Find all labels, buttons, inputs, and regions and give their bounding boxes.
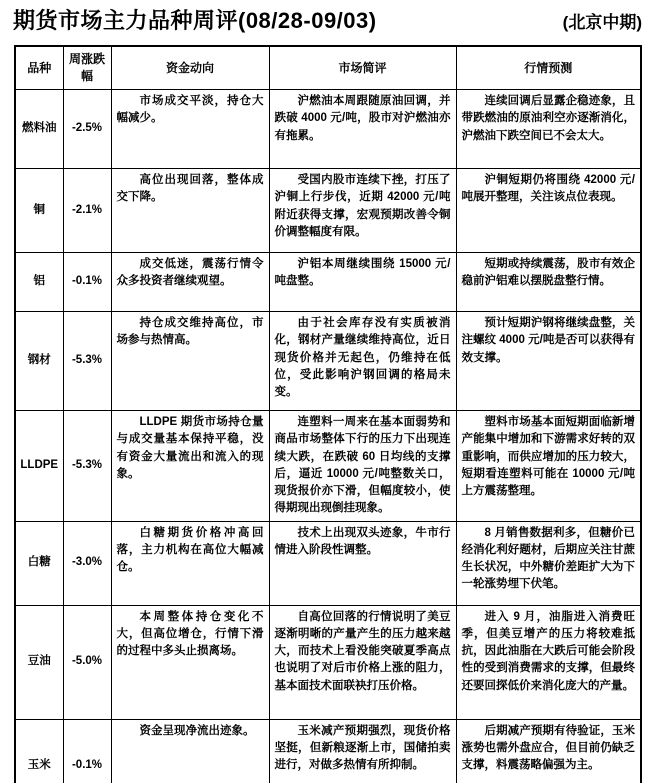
weekly-review-table: [14, 45, 642, 783]
capital-flow-cell: 资金呈现净流出迹象。: [111, 719, 269, 783]
col-header-variety: 品种: [15, 46, 63, 90]
weekly-change-cell: -3.0%: [63, 521, 111, 605]
weekly-change-cell: -5.3%: [63, 411, 111, 522]
market-brief-cell: 自高位回落的行情说明了美豆逐渐明晰的产量产生的压力越来越大，而技术上看没能突破夏季高点也说明了对后市价格上涨的阻力，基本面技术面联袂打压价格。: [269, 605, 456, 719]
header-row: [15, 46, 641, 90]
capital-flow-cell: 成交低迷，震荡行情令众多投资者继续观望。: [111, 253, 269, 312]
forecast-cell: 后期减产预期有待验证，玉米涨势也需外盘应合，但目前仍缺乏支撑，料震荡略偏强为主。: [456, 719, 641, 783]
document-header: [0, 0, 650, 35]
table-header: [15, 46, 641, 90]
weekly-change-cell: -2.1%: [63, 169, 111, 253]
weekly-change-cell: -5.3%: [63, 312, 111, 411]
market-brief-cell: 沪铝本周继续围绕 15000 元/吨盘整。: [269, 253, 456, 312]
col-header-forecast: 行情预测: [456, 46, 641, 90]
capital-flow-cell: 市场成交平淡，持仓大幅减少。: [111, 90, 269, 169]
table-row: [15, 312, 641, 411]
capital-flow-cell: LLDPE 期货市场持仓量与成交量基本保持平稳，没有资金大量流出和流入的现象。: [111, 411, 269, 522]
variety-cell: 白糖: [15, 521, 63, 605]
table-row: [15, 521, 641, 605]
table-row: [15, 90, 641, 169]
variety-cell: 钢材: [15, 312, 63, 411]
table-row: [15, 605, 641, 719]
capital-flow-cell: 本周整体持仓变化不大，但高位增仓，行情下滑的过程中多头止损离场。: [111, 605, 269, 719]
page-title: 期货市场主力品种周评(08/28-09/03): [13, 8, 377, 33]
forecast-cell: 8 月销售数据利多，但糖价已经消化利好题材，后期应关注甘蔗生长状况，中外糖价差距扩大为下一轮涨势埋下伏笔。: [456, 521, 641, 605]
source-label: (北京中期): [562, 13, 642, 32]
forecast-cell: 塑料市场基本面短期面临新增产能集中增加和下游需求好转的双重影响，而供应增加的压力较大，短期看连塑料可能在 10000 元/吨上方震荡整理。: [456, 411, 641, 522]
weekly-change-cell: -5.0%: [63, 605, 111, 719]
capital-flow-cell: 高位出现回落，整体成交下降。: [111, 169, 269, 253]
table-row: [15, 169, 641, 253]
forecast-cell: 沪铜短期仍将围绕 42000 元/吨展开整理，关注该点位表现。: [456, 169, 641, 253]
weekly-change-cell: -0.1%: [63, 253, 111, 312]
variety-cell: 燃料油: [15, 90, 63, 169]
col-header-market-brief: 市场简评: [269, 46, 456, 90]
forecast-cell: 短期或持续震荡，股市有效企稳前沪铝难以摆脱盘整行情。: [456, 253, 641, 312]
market-brief-cell: 由于社会库存没有实质被消化，钢材产量继续维持高位，近日现货价格并无起色，仍维持在低位，受此影响沪钢回调的格局未变。: [269, 312, 456, 411]
capital-flow-cell: 持仓成交维持高位，市场参与热情高。: [111, 312, 269, 411]
market-brief-cell: 受国内股市连续下挫，打压了沪铜上行步伐，近期 42000 元/吨附近获得支撑，宏观预期改善令铜价调整幅度有限。: [269, 169, 456, 253]
table-body: [15, 90, 641, 783]
variety-cell: 铜: [15, 169, 63, 253]
weekly-change-cell: -0.1%: [63, 719, 111, 783]
variety-cell: LLDPE: [15, 411, 63, 522]
forecast-cell: 预计短期沪钢将继续盘整，关注螺纹 4000 元/吨是否可以获得有效支撑。: [456, 312, 641, 411]
forecast-cell: 进入 9 月，油脂进入消费旺季，但美豆增产的压力将较难抵抗，因此油脂在大跌后可能会阶段性的受到消费需求的支撑，但最终还要回探低价来消化庞大的产量。: [456, 605, 641, 719]
col-header-weekly-change: 周涨跌幅: [63, 46, 111, 90]
market-brief-cell: 连塑料一周来在基本面弱势和商品市场整体下行的压力下出现连续大跌，在跌破 60 日均线的支撑后，逼近 10000 元/吨整数关口，现货报价亦下滑，但幅度较小，使得期现出现倒挂现象。: [269, 411, 456, 522]
col-header-capital-flow: 资金动向: [111, 46, 269, 90]
market-brief-cell: 玉米减产预期强烈，现货价格坚挺，但新粮逐渐上市，国储拍卖进行，对做多热情有所抑制。: [269, 719, 456, 783]
variety-cell: 铝: [15, 253, 63, 312]
variety-cell: 玉米: [15, 719, 63, 783]
weekly-change-cell: -2.5%: [63, 90, 111, 169]
forecast-cell: 连续回调后显露企稳迹象，且带跌燃油的原油利空亦逐渐消化，沪燃油下跌空间已不会太大。: [456, 90, 641, 169]
market-brief-cell: 沪燃油本周跟随原油回调，并跌破 4000 元/吨，股市对沪燃油亦有拖累。: [269, 90, 456, 169]
table-row: [15, 719, 641, 783]
table-row: [15, 411, 641, 522]
table-row: [15, 253, 641, 312]
market-brief-cell: 技术上出现双头迹象，牛市行情进入阶段性调整。: [269, 521, 456, 605]
capital-flow-cell: 白糖期货价格冲高回落，主力机构在高位大幅减仓。: [111, 521, 269, 605]
variety-cell: 豆油: [15, 605, 63, 719]
